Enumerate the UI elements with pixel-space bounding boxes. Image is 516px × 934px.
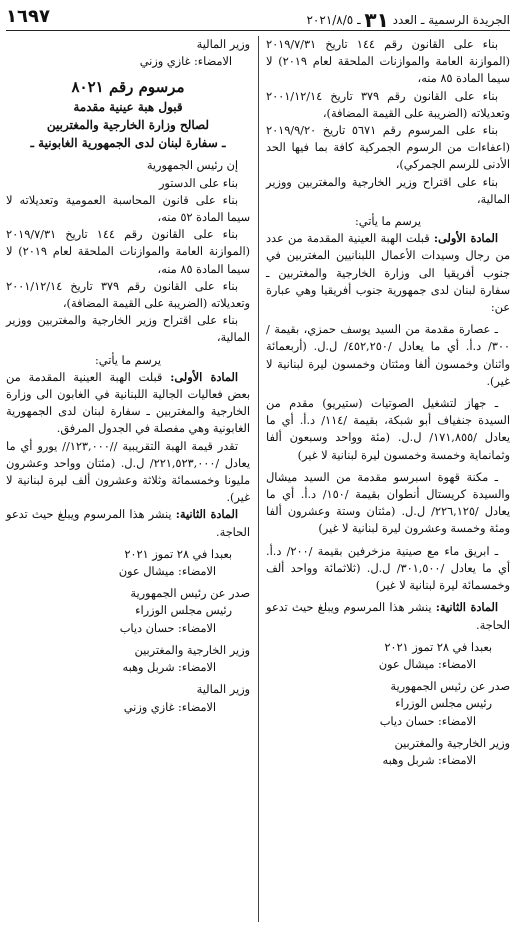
article-1: [266, 230, 510, 316]
column-separator: [258, 36, 259, 922]
decrees-heading: يرسم ما يأتي:: [95, 353, 161, 367]
basis-clause: بناء على القانون رقم ٣٧٩ تاريخ ٢٠٠١/١٢/١٤ وتعديلاته (الضريبة على القيمة المضافة)،: [266, 89, 510, 120]
basis-clause: بناء على القانون رقم ٣٧٩ تاريخ ٢٠٠١/١٢/١٤ وتعديلاته (الضريبة على القيمة المضافة)،: [6, 279, 250, 311]
article-2-label: المادة الثانية:: [175, 507, 238, 522]
issue-number: ٣١: [364, 8, 389, 32]
fin-signature: الامضاء: غازي وزني: [123, 700, 216, 714]
president-signature: الامضاء: ميشال عون: [118, 565, 216, 579]
page-header: [6, 6, 510, 30]
basis-clause: بناء على قانون المحاسبة العمومية وتعديلاته لا سيما المادة ٥٢ منه،: [6, 193, 250, 225]
basis-clause: بناء على القانون رقم ١٤٤ تاريخ ٢٠١٩/٧/٣١ (الموازنة العامة والموازنات الملحقة لعام ٢٠١٩) لا سيما المادة ٨٥ منه،: [266, 38, 510, 86]
journal-name: الجريدة الرسمية ـ العدد: [392, 13, 510, 27]
journal-header: [306, 8, 510, 32]
fm-signature: الامضاء: شربل وهبه: [122, 661, 216, 675]
gift-valuation: تقدر قيمة الهبة التقريبية //١٢٣,٠٠٠// يورو أي ما يعادل /٢٢١,٥٢٣,٠٠٠/ ل.ل. (مئتان وواحد وعشرون مليونا وخمسمائة وثلاثة وعشرون ألف ليرة لبنانية لا غير).: [6, 439, 250, 505]
gift-item: ـ ابريق ماء مع صينية مزخرفين بقيمة /٢٠٠/ د.أ. أي ما يعادل /٣٠١,٥٠٠/ ل.ل. (ثلاثمائة وواحد ألف وخمسمائة ليرة لبنانية لا غير): [266, 544, 510, 593]
gift-item: ـ جهاز لتشغيل الصوتيات (ستيريو) مقدم من السيدة جنفياف أبو شبكة، بقيمة /١١٤/ د.أ. أي ما يعادل /١٧١,٨٥٥/ ل.ل. (مئة وواحد وسبعون ألفا وثمانماية وخمسة وخمسون ليرة لبنانية لا غير): [266, 397, 511, 462]
finance-minister-signature: الامضاء: غازي وزني: [139, 55, 232, 69]
decree-title-line: لصالح وزارة الخارجية والمغتربين: [46, 118, 210, 133]
gift-item: ـ عصارة مقدمة من السيد يوسف حمزي، بقيمة /٣٠٠/ د.أ. أي ما يعادل /٤٥٢,٢٥٠/ ل.ل. (أربعمائة واثنان وخمسون ألفا ومئتان وخمسون ليرة لبنانية لا غير).: [266, 323, 510, 388]
page-number: ١٦٩٧: [6, 6, 50, 27]
pm-title: رئيس مجلس الوزراء: [395, 697, 492, 711]
fm-signature: الامضاء: شربل وهبه: [382, 753, 476, 767]
pm-signature: الامضاء: حسان دياب: [119, 621, 216, 635]
article-1-label: المادة الأولى:: [433, 231, 498, 246]
issued-by: صدر عن رئيس الجمهورية: [130, 587, 250, 601]
article-1-label: المادة الأولى:: [170, 369, 238, 384]
decrees-heading: يرسم ما يأتي:: [355, 215, 421, 229]
fin-title: وزير المالية: [196, 683, 250, 697]
decree-title-line: قبول هبة عينية مقدمة: [73, 100, 183, 115]
basis-clause: بناء على المرسوم رقم ٥٦٧١ تاريخ ٢٠١٩/٩/٢٠ (اعفاءات من الرسوم الجمركية كافة بما فيها الحد الأدنى للرسم الجمركي)،: [266, 124, 510, 172]
president-signature: الامضاء: ميشال عون: [378, 657, 476, 671]
article-1: [6, 369, 250, 438]
article-2-text: ينشر هذا المرسوم ويبلغ حيث تدعو الحاجة.: [6, 508, 250, 539]
preamble: إن رئيس الجمهورية: [146, 159, 238, 173]
left-column: [6, 36, 250, 716]
fm-title: وزير الخارجية والمغتربين: [134, 643, 250, 657]
decree-number: مرسوم رقم ٨٠٢١: [71, 78, 185, 97]
fm-title: وزير الخارجية والمغتربين: [394, 736, 510, 750]
article-2: [6, 506, 250, 540]
article-1-text: قبلت الهبة العينية المقدمة من بعض فعاليات الجالية اللبنانية في الغابون الى وزارة الخارجية والمغتربين ـ سفارة لبنان لدى الجمهورية الغابونية وهي مفصلة في الجدول المرفق.: [6, 370, 250, 436]
finance-minister-title: وزير المالية: [196, 38, 250, 51]
article-1-text: قبلت الهبة العينية المقدمة من عدد من رجال وسيدات الأعمال اللبنانيين المغتربين في جنوب أفريقيا الى وزارة الخارجية والمغتربين ـ سفارة لبنان لدى جمهورية جنوب أفريقيا وهي عبارة عن:: [266, 232, 510, 315]
basis-clause: بناء على اقتراح وزير الخارجية والمغتربين ووزير المالية،: [266, 175, 510, 206]
place-date: بعبدا في ٢٨ تموز ٢٠٢١: [124, 547, 232, 561]
basis-clause: بناء على الدستور: [158, 176, 238, 190]
article-2-text: ينشر هذا المرسوم ويبلغ حيث تدعو الحاجة.: [266, 601, 510, 632]
decree-title-line: ـ سفارة لبنان لدى الجمهورية الغابونية ـ: [30, 136, 226, 151]
pm-title: رئيس مجلس الوزراء: [135, 604, 232, 618]
pm-signature: الامضاء: حسان دياب: [379, 714, 476, 728]
article-2-label: المادة الثانية:: [435, 600, 498, 615]
gift-item: ـ مكنة قهوة اسبرسو مقدمة من السيد ميشال والسيدة كريستال أنطوان بقيمة /١٥٠/ د.أ. أي ما يعادل /٢٢٦,١٢٥/ ل.ل. (مئتان وستة وعشرون ألفا ومئة وخمسة وعشرون ليرة لبنانية لا غير): [266, 470, 511, 536]
article-2: [266, 599, 510, 633]
header-rule: [6, 30, 510, 31]
right-column: [266, 36, 510, 769]
issued-by: صدر عن رئيس الجمهورية: [390, 680, 510, 694]
basis-clause: بناء على اقتراح وزير الخارجية والمغتربين ووزير المالية،: [6, 314, 250, 345]
place-date: بعبدا في ٢٨ تموز ٢٠٢١: [384, 640, 492, 654]
basis-clause: بناء على القانون رقم ١٤٤ تاريخ ٢٠١٩/٧/٣١ (الموازنة العامة والموازنات الملحقة لعام ٢٠١٩) لا سيما المادة ٨٥ منه،: [6, 228, 250, 276]
issue-date: ـ ٢٠٢١/٨/٥: [306, 13, 361, 27]
